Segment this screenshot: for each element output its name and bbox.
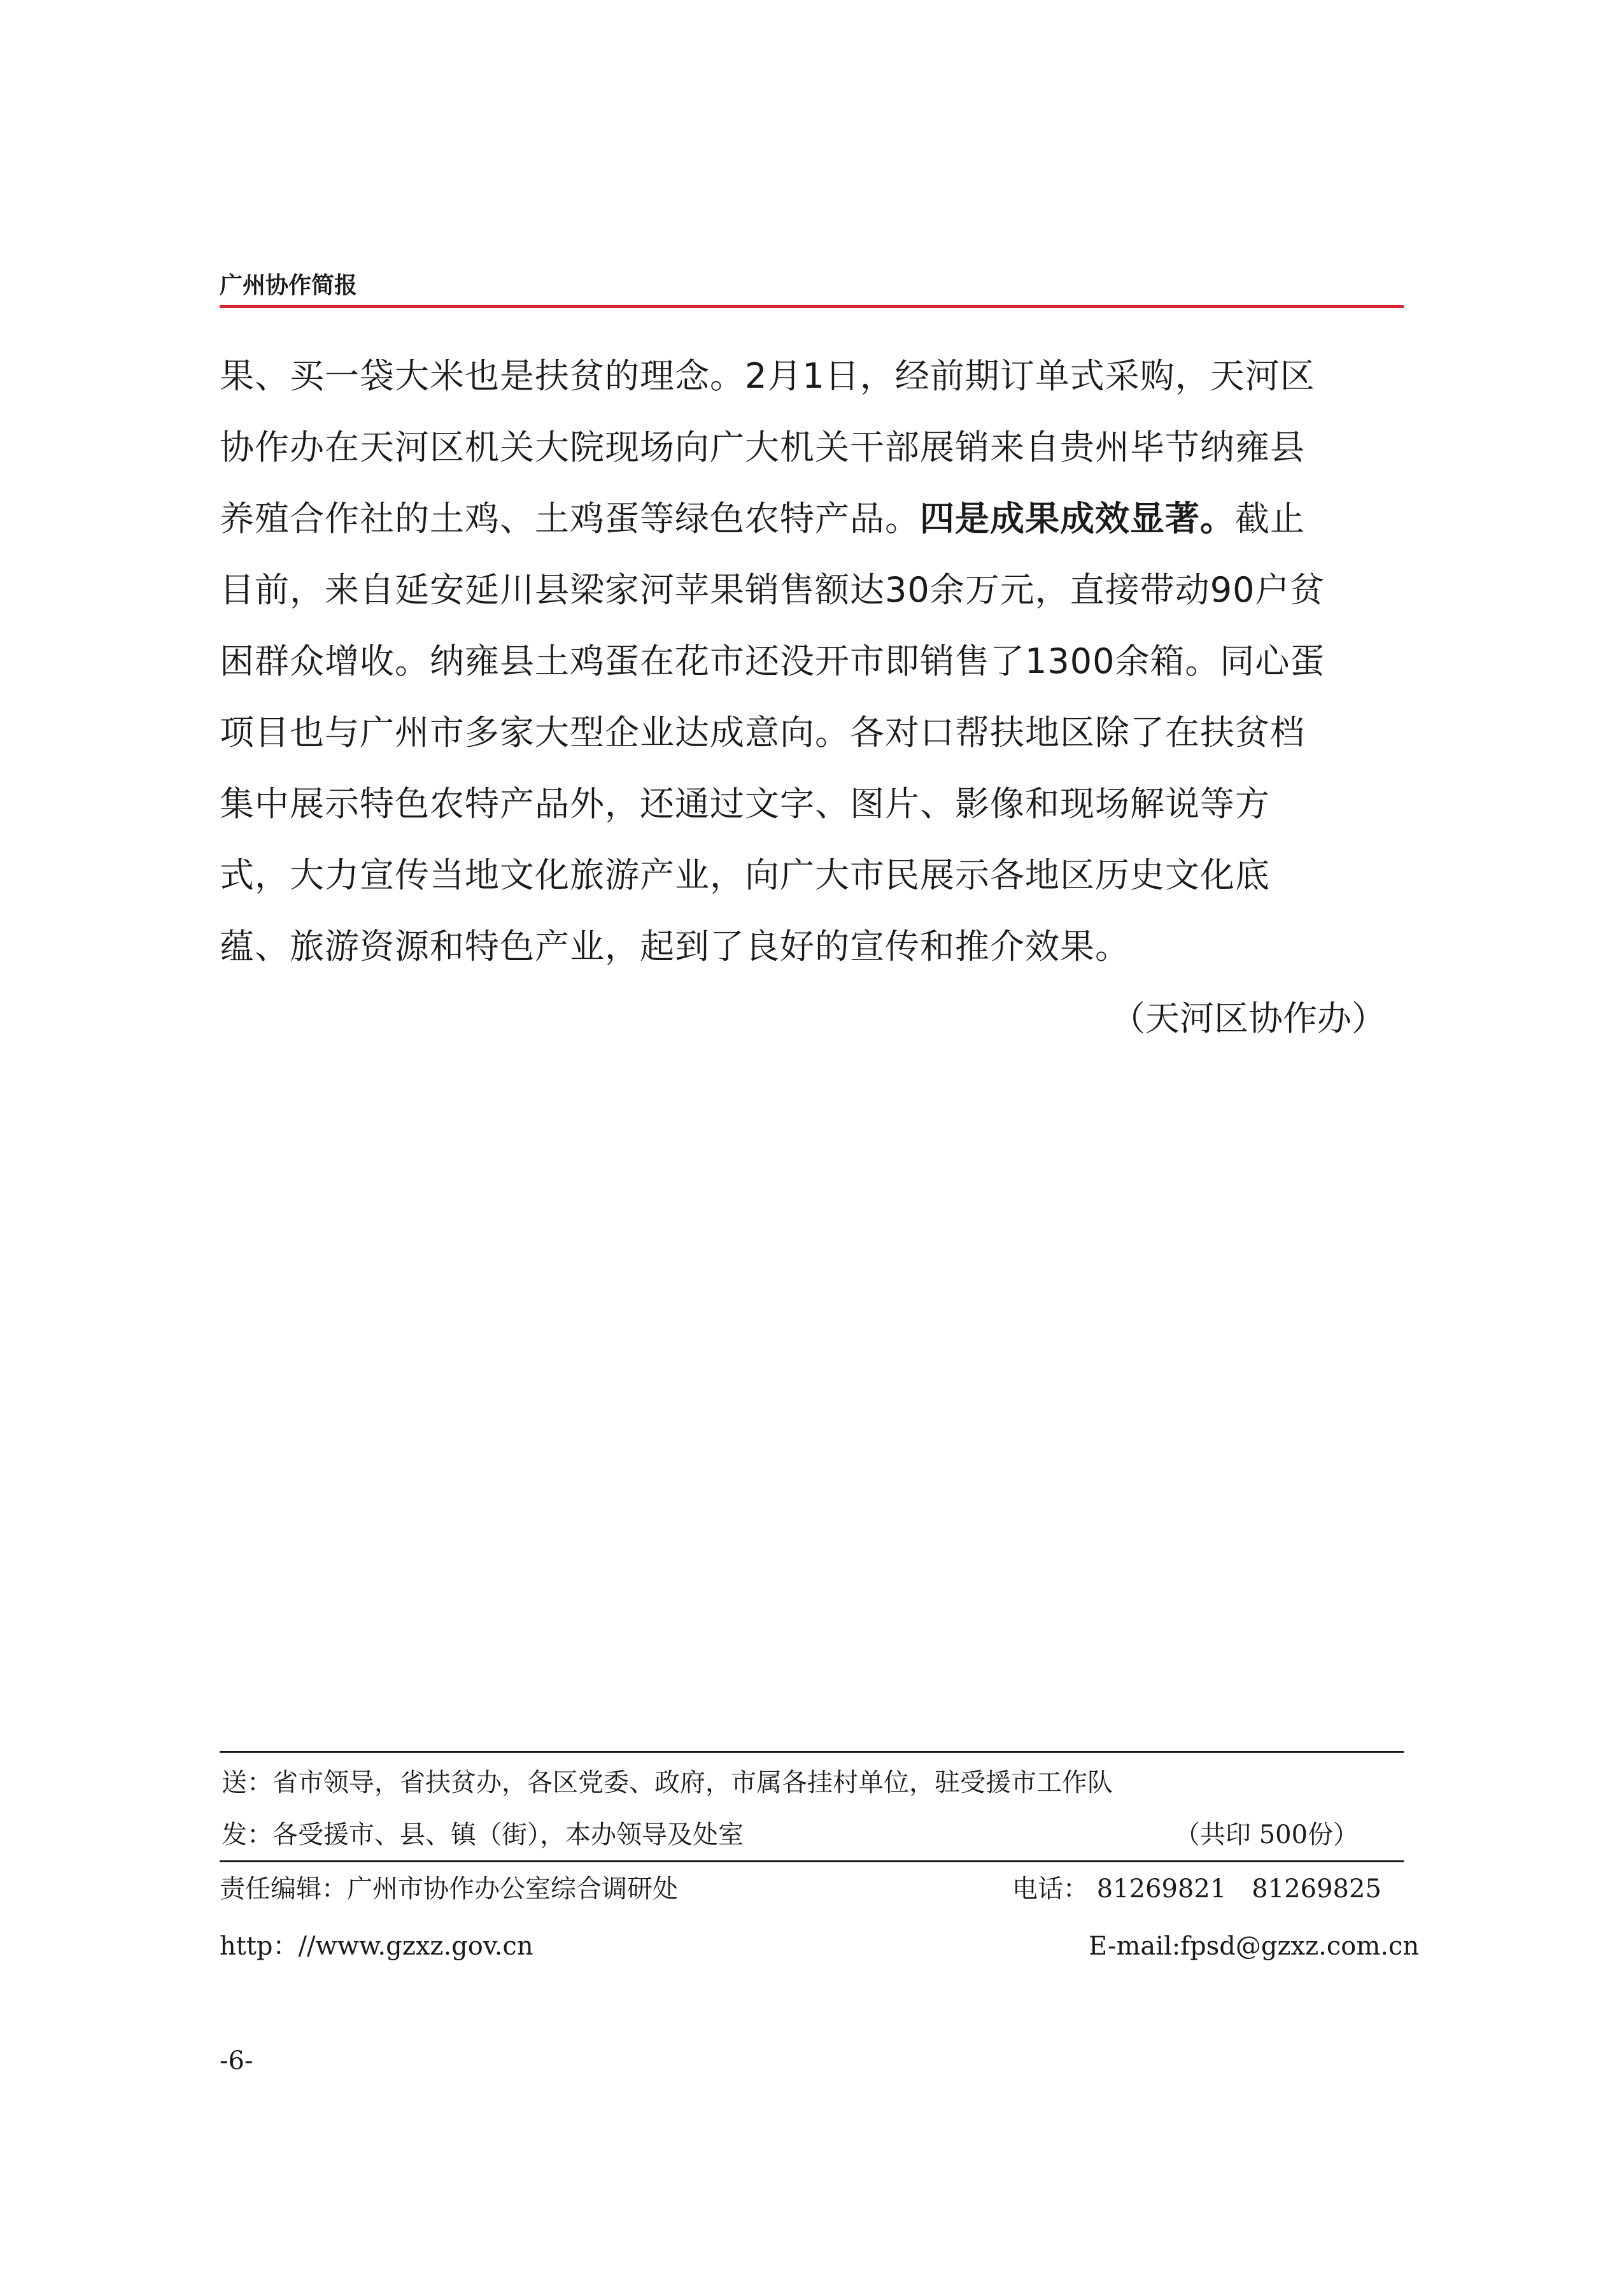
publication-title: 广州协作简报: [220, 272, 358, 299]
body-line: 式，大力宣传当地文化旅游产业，向广大市民展示各地区历史文化底: [220, 855, 1270, 895]
body-line: 目前，来自延安延川县梁家河苹果销售额达30余万元，直接带动90户贫: [220, 570, 1325, 610]
body-line: 项目也与广州市多家大型企业达成意向。各对口帮扶地区除了在扶贫档: [220, 712, 1305, 753]
body-line: [220, 483, 1305, 555]
body-line: 果、买一袋大米也是扶贫的理念。2月1日，经前期订单式采购，天河区: [220, 356, 1315, 396]
phone-numbers: 电话： 81269821 81269825: [1012, 1874, 1381, 1904]
page-number: -6-: [220, 2046, 253, 2076]
body-line: 蕴、旅游资源和特色产业，起到了良好的宣传和推介效果。: [220, 926, 1130, 966]
body-line: 困群众增收。纳雍县土鸡蛋在花市还没开市即销售了1300余箱。同心蛋: [220, 641, 1325, 681]
footer-rule-top: [220, 1751, 1404, 1753]
body-text: 截止: [1235, 499, 1305, 539]
email-address: E-mail:fpsd@gzxz.com.cn: [1089, 1932, 1420, 1961]
header-red-rule: [220, 305, 1404, 308]
print-count: （共印 500份）: [1175, 1820, 1359, 1850]
website-url: http：//www.gzxz.gov.cn: [220, 1932, 533, 1961]
body-line: 集中展示特色农特产品外，还通过文字、图片、影像和现场解说等方: [220, 784, 1270, 824]
responsible-editor: 责任编辑：广州市协作办公室综合调研处: [220, 1874, 678, 1904]
body-line: 协作办在天河区机关大院现场向广大机关干部展销来自贵州毕节纳雍县: [220, 427, 1305, 467]
body-text: 养殖合作社的土鸡、土鸡蛋等绿色农特产品。: [220, 499, 920, 539]
distribute-to-line: 发：各受援市、县、镇（街），本办领导及处室: [222, 1820, 744, 1850]
footer-rule-middle: [220, 1860, 1404, 1862]
source-attribution: （天河区协作办）: [1111, 998, 1386, 1038]
send-to-line: 送：省市领导，省扶贫办，各区党委、政府，市属各挂村单位，驻受援市工作队: [222, 1768, 1113, 1797]
bold-heading: 四是成果成效显著。: [920, 499, 1235, 539]
